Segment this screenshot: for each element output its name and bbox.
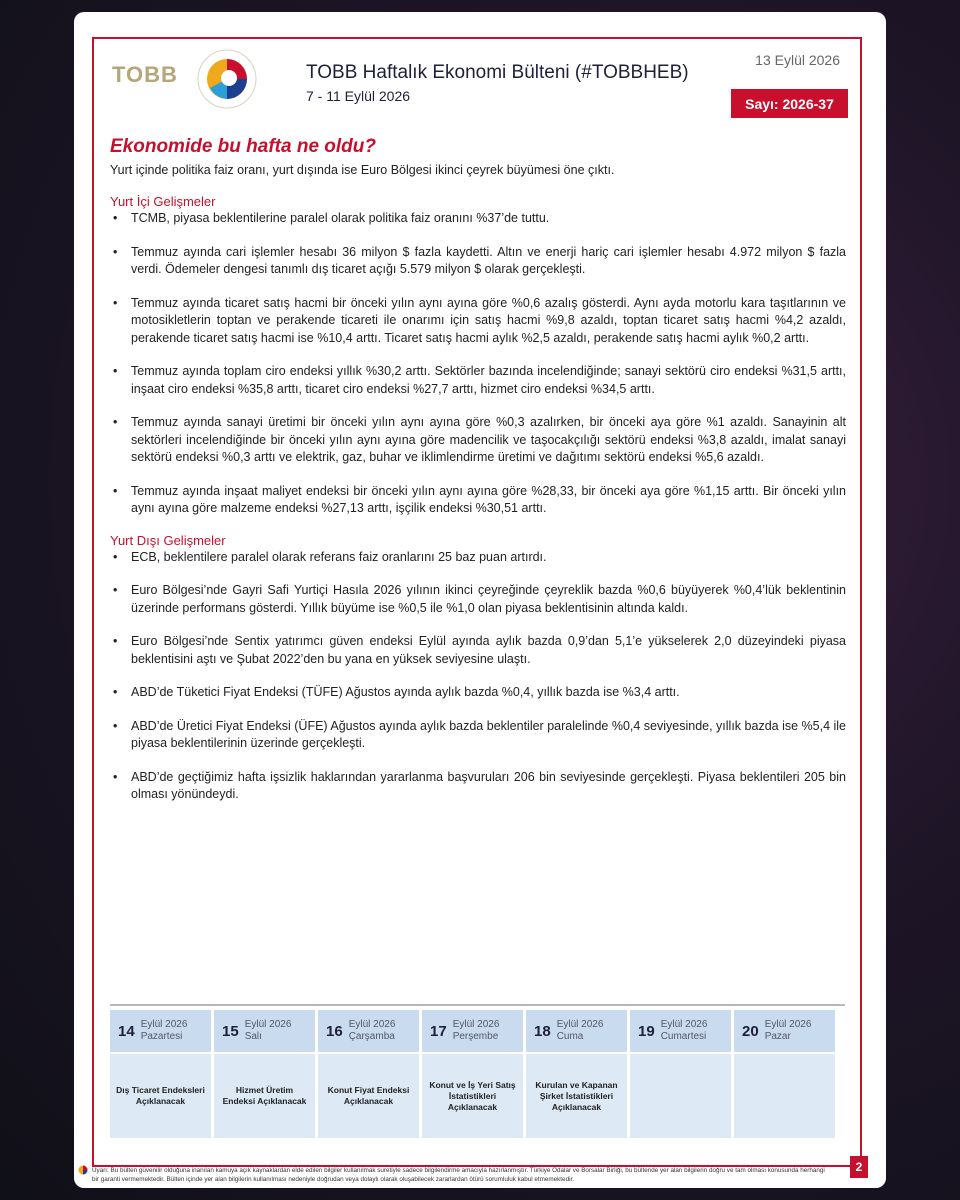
calendar-day <box>734 1010 835 1140</box>
day-month: Eylül 2026 <box>348 1019 396 1030</box>
calendar-day <box>422 1010 523 1140</box>
day-number: 15 <box>222 1022 239 1040</box>
day-event <box>734 1054 835 1138</box>
day-month: Eylül 2026 <box>140 1019 188 1030</box>
day-event: Konut Fiyat Endeksi Açıklanacak <box>318 1054 419 1138</box>
calendar-day <box>214 1010 315 1140</box>
day-month: Eylül 2026 <box>660 1019 708 1030</box>
day-meta <box>453 1019 500 1043</box>
day-weekday: Cumartesi <box>660 1031 707 1042</box>
foreign-item: • Euro Bölgesi’nde Sentix yatırımcı güven endeksi Eylül ayında aylık bazda 0,9’dan 5,1’e yükselerek 2,0 düzeyindeki piyasa beklentisini aştı ve Şubat 2022’den bu yana en yüksek seviyesine ulaştı. <box>110 633 846 668</box>
day-meta <box>765 1019 812 1043</box>
domestic-item: • Temmuz ayında ticaret satış hacmi bir önceki yılın aynı ayına göre %0,6 azalış gösterdi. Aynı ayda motorlu kara taşıtlarının ve motosikletlerin toptan ve perakende ticareti ile onarımı için satış hacmi %9,8 azaldı, toptan ticaret satış hacmi %4,2 azaldı, perakende ticaret satış hacmi ise %10,4 arttı. Ticaret satış hacmi aylık %2,5 azaldı, perakende satış hacmi aylık %0,2 arttı. <box>110 295 846 348</box>
day-weekday: Pazartesi <box>140 1031 183 1042</box>
foreign-item: • ABD’de Tüketici Fiyat Endeksi (TÜFE) Ağustos ayında aylık bazda %0,4, yıllık bazda ise %3,4 arttı. <box>110 684 846 702</box>
day-event <box>630 1054 731 1138</box>
day-weekday: Cuma <box>556 1031 584 1042</box>
foreign-item: • ABD’de geçtiğimiz hafta işsizlik haklarından yararlanma başvuruları 206 bin seviyesinde gerçekleşti. Piyasa beklentileri 205 bin olması yönündeydi. <box>110 769 846 804</box>
calendar-day-header <box>214 1010 315 1052</box>
domestic-item: • Temmuz ayında sanayi üretimi bir önceki yılın aynı ayına göre %0,3 azalırken, bir önceki aya göre %1 azaldı. Sanayinin alt sektörleri incelendiğinde bir önceki yılın aynı ayına göre madencilik ve taşocakçılığı sektörü endeksi %3,8 azaldı, imalat sanayi sektörü endeksi %0,3 arttı ve elektrik, gaz, buhar ve iklimlendirme üretimi ve dağıtımı sektörü endeksi %5,6 azaldı. <box>110 414 846 467</box>
calendar-day-header <box>422 1010 523 1052</box>
bulletin-title: TOBB Haftalık Ekonomi Bülteni (#TOBBHEB) <box>306 62 689 83</box>
calendar-day-header <box>734 1010 835 1052</box>
page-number: 2 <box>850 1156 868 1178</box>
domestic-item: • TCMB, piyasa beklentilerine paralel olarak politika faiz oranını %37’de tuttu. <box>110 210 846 228</box>
foreign-list <box>110 549 846 804</box>
domestic-item: • Temmuz ayında inşaat maliyet endeksi bir önceki yılın aynı ayına göre %28,33, bir önceki aya göre %1,15 arttı. Bir önceki yılın aynı ayına göre malzeme endeksi %27,13 arttı, işçilik endeksi %30,51 arttı. <box>110 483 846 518</box>
day-meta <box>557 1019 604 1043</box>
day-weekday: Salı <box>244 1031 262 1042</box>
calendar-day-header <box>630 1010 731 1052</box>
foreign-item: • ABD’de Üretici Fiyat Endeksi (ÜFE) Ağustos ayında aylık bazda beklentiler paralelinde %0,4 seviyesinde, yıllık bazda ise %5,4 ile piyasa beklentilerinin üzerinde gerçekleşti. <box>110 718 846 753</box>
day-month: Eylül 2026 <box>556 1019 604 1030</box>
weekly-calendar <box>110 1004 845 1142</box>
main-content <box>110 136 846 820</box>
disclaimer-text: Uyarı: Bu bülten güvenilir olduğuna inanılan kamuya açık kaynaklardan elde edilen bilgiler kullanılmak suretiyle sadece bilgilendirme amacıyla hazırlanmıştır. Türkiye Odalar ve Borsalar Birliği, bu bültende yer alan bilgilerin doğru ve tam olması konusunda herhangi bir garanti vermemektedir. Bülten içinde yer alan bilgilerin kullanılması nedeniyle doğrudan veya dolaylı olarak oluşabilecek zararlardan ötürü sorumluluk kabul etmemektedir. <box>92 1167 825 1183</box>
calendar-day <box>526 1010 627 1140</box>
section-heading: Ekonomide bu hafta ne oldu? <box>110 136 376 157</box>
day-meta <box>245 1019 292 1043</box>
day-meta <box>141 1019 188 1043</box>
day-number: 19 <box>638 1022 655 1040</box>
day-number: 16 <box>326 1022 343 1040</box>
domestic-heading: Yurt İçi Gelişmeler <box>110 194 216 209</box>
day-number: 14 <box>118 1022 135 1040</box>
day-month: Eylül 2026 <box>764 1019 812 1030</box>
issue-badge: Sayı: 2026-37 <box>731 89 848 118</box>
tobb-emblem-icon <box>196 48 258 110</box>
weekly-summary: Yurt içinde politika faiz oranı, yurt dışında ise Euro Bölgesi ikinci çeyrek büyümesi öne çıktı. <box>110 163 615 177</box>
foreign-heading: Yurt Dışı Gelişmeler <box>110 532 226 548</box>
day-month: Eylül 2026 <box>452 1019 500 1030</box>
day-weekday: Pazar <box>764 1031 791 1042</box>
calendar-day-header <box>110 1010 211 1052</box>
day-weekday: Çarşamba <box>348 1031 395 1042</box>
domestic-item: • Temmuz ayında cari işlemler hesabı 36 milyon $ fazla kaydetti. Altın ve enerji hariç cari işlemler hesabı 4.972 milyon $ fazla verdi. Ödemeler dengesi tanımlı dış ticaret açığı 5.579 milyon $ olarak gerçekleşti. <box>110 244 846 279</box>
domestic-list <box>110 210 846 518</box>
domestic-item: • Temmuz ayında toplam ciro endeksi yıllık %30,2 arttı. Sektörler bazında incelendiğinde; sanayi sektörü ciro endeksi %31,5 arttı, inşaat ciro endeksi %35,8 arttı, ticaret ciro endeksi %27,7 arttı, hizmet ciro endeksi %34,5 arttı. <box>110 363 846 398</box>
day-number: 18 <box>534 1022 551 1040</box>
tobb-small-logo-icon <box>78 1165 88 1175</box>
tobb-logo <box>112 48 262 112</box>
foreign-item: • Euro Bölgesi’nde Gayri Safi Yurtiçi Hasıla 2026 yılının ikinci çeyreğinde çeyreklik bazda %0,6 büyüyerek %0,4’lük beklentinin üzerinde performans gösterdi. Yıllık büyüme ise %0,5 ile %1,0 olan piyasa beklentisinin altında kaldı. <box>110 582 846 617</box>
day-weekday: Perşembe <box>452 1031 499 1042</box>
day-month: Eylül 2026 <box>244 1019 292 1030</box>
bulletin-week: 7 - 11 Eylül 2026 <box>306 88 411 104</box>
day-meta <box>661 1019 708 1043</box>
day-event: Dış Ticaret Endeksleri Açıklanacak <box>110 1054 211 1138</box>
foreign-item: • ECB, beklentilere paralel olarak referans faiz oranlarını 25 baz puan artırdı. <box>110 549 846 567</box>
calendar-day <box>110 1010 211 1140</box>
day-meta <box>349 1019 396 1043</box>
day-event: Hizmet Üretim Endeksi Açıklanacak <box>214 1054 315 1138</box>
day-number: 17 <box>430 1022 447 1040</box>
day-event: Konut ve İş Yeri Satış İstatistikleri Açıklanacak <box>422 1054 523 1138</box>
bulletin-date: 13 Eylül 2026 <box>755 52 840 68</box>
calendar-day-header <box>526 1010 627 1052</box>
bulletin-page <box>74 12 886 1188</box>
day-number: 20 <box>742 1022 759 1040</box>
day-event: Kurulan ve Kapanan Şirket İstatistikleri Açıklanacak <box>526 1054 627 1138</box>
calendar-day <box>318 1010 419 1140</box>
calendar-day-header <box>318 1010 419 1052</box>
calendar-day <box>630 1010 731 1140</box>
logo-text: TOBB <box>112 62 178 87</box>
